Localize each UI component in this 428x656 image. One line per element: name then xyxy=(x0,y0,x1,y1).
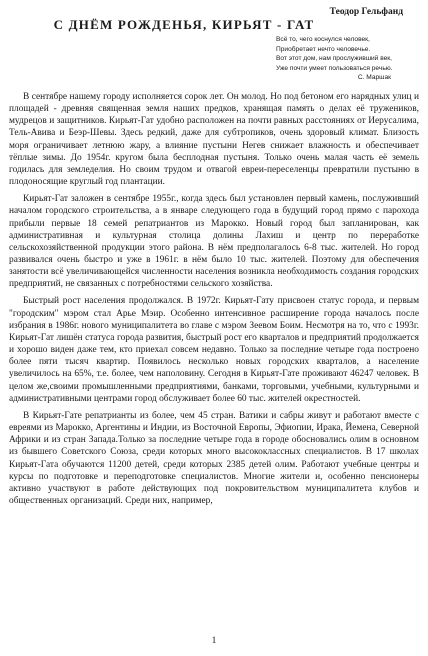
epigraph-line: Уже почти умеет пользоваться речью. xyxy=(276,64,393,72)
article-title: С ДНЁМ РОЖДЕНЬЯ, КИРЬЯТ - ГАТ xyxy=(53,17,315,32)
epigraph xyxy=(276,35,419,83)
paragraph: Кирьят-Гат заложен в сентябре 1955г., когда здесь был установлен первый камень, послуживший началом городского строительства, а в январе следующего года в будущий город прямо с парохода прибыли первые 18 семей репатриантов из Марокко. Новый город был запланирован, как административная и культурная столица долины Лахиш и центр по переработке сельскохозяйственной продукции этого района. В нём предполагалось 6-8 тыс. жителей. Но город развивался очень быстро и уже в 1961г. в нём было 10 тыс. жителей. Поэтому для обеспечения занятости всё увеличивающейся численности населения возникла необходимость создания городских предприятий, не связанных с потребностями сельского хозяйства. xyxy=(9,194,419,290)
author-name: Теодор Гельфанд xyxy=(329,7,403,17)
paragraph: Быстрый рост населения продолжался. В 1972г. Кирьят-Гату присвоен статус города, и первым "городским" мэром стал Арье Мэир. Особенно интенсивное расширение города началось после избрания в 1986г. нового муниципалитета во главе с мэром Зеевом Боим. Несмотря на то, что с 1993г. Кирьят-Гат лишён статуса города развития, быстрый рост его кварталов и предприятий продолжается и хорошо виден даже тем, кто приехал совсем недавно. Только за последние четыре года построено более пяти тысяч квартир. Появилось несколько новых городских кварталов, а население увеличилось на 65%, т.е. более, чем наполовину. Сегодня в Кирьят-Гате проживают 46247 человек. В целом же,своими промышленными предприятиями, банками, торговыми, учебными, культурными и административными центрами город обслуживает более 60 тыс. жителей окрестностей. xyxy=(9,296,419,404)
epigraph-line: Приобретает нечто человечье. xyxy=(276,45,371,53)
epigraph-line: Вот этот дом, нам прослуживший век, xyxy=(276,55,393,63)
epigraph-signature: С. Маршак xyxy=(357,74,391,82)
epigraph-line: Всё то, чего коснулся человек, xyxy=(276,36,370,43)
paragraph: В сентябре нашему городу исполняется сорок лет. Он молод. Но под бетоном его нарядных улиц и площадей - древняя священная земля наших предков, хранящая память о делах её тружеников, мудрецов и защитников. Кирьят-Гат удобно расположен на почти равных расстояниях от Иерусалима, Тель-Авива и Беэр-Шевы. Здесь редкий, даже для субтропиков, очень здоровый климат. Близость моря ограничивает летнюю жару, а влияние пустыни Негев снижает влажность и обеспечивает тёплые зимы. До 1954г. кругом была бесплодная пустыня. Только очень малая часть её земель годилась для земледелия. Но своим трудом и отвагой евреи-переселенцы превратили пустыню в плодоносящие круглый год плантации. xyxy=(9,91,419,188)
paragraph: В Кирьят-Гате репатрианты из более, чем 45 стран. Ватики и сабры живут и работают вместе с евреями из Марокко, Аргентины и Индии, из Восточной Европы, Эфиопии, Ирака, Йемена, Северной Африки и из стран Запада.Только за последние четыре года в городе обосновались олим в основном из бывшего Советского Союза, среди которых много высококлассных специалистов. В 17 школах Кирьят-Гата обучаются 11200 детей, среди которых 2385 детей олим. Работают учебные центры и курсы по подготовке и переподготовке специалистов. Многие жители и, особенно пенсионеры активно участвуют в работе действующих под покровительством муниципалитета клубов и общественных организаций. Среди них, например, xyxy=(9,410,419,506)
article-body xyxy=(9,91,419,507)
page-number: 1 xyxy=(211,636,217,646)
